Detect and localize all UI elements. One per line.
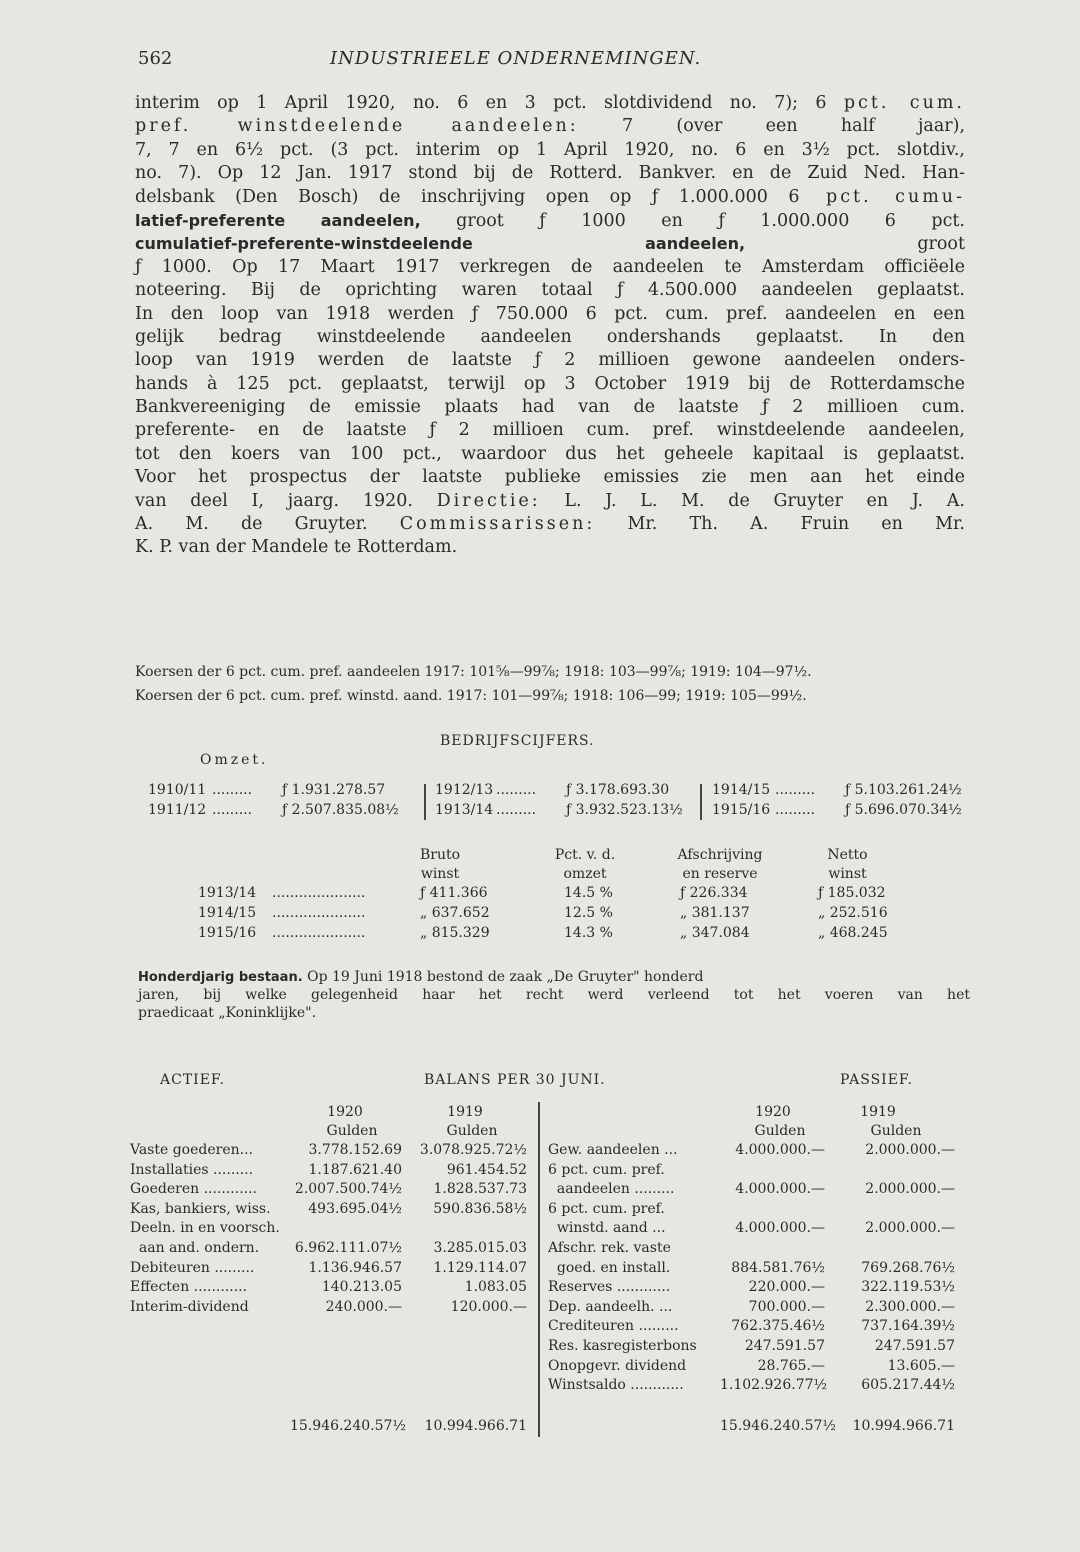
koersen-line-1: Koersen der 6 pct. cum. pref. aandeelen 1917: 101⅝—99⅞; 1918: 103—99⅞; 1919: 104—97½. <box>135 664 812 680</box>
paragraph-line <box>135 443 965 466</box>
passief-1919: 2.300.000.— <box>865 1298 955 1315</box>
omzet-dots: ......... <box>496 802 537 818</box>
passief-1920: 762.375.46½ <box>731 1318 825 1335</box>
passief-item: 6 pct. cum. pref. <box>548 1161 665 1178</box>
bruto-winst: ƒ 411.366 <box>420 885 488 901</box>
passief-item: Crediteuren ......... <box>548 1318 679 1335</box>
column-header-sub: en reserve <box>682 866 758 882</box>
actief-item: Vaste goederen... <box>130 1142 253 1158</box>
pct-omzet: 14.5 % <box>564 885 613 901</box>
passief-item: aandeelen ......... <box>548 1181 675 1198</box>
actief-1920: 2.007.500.74½ <box>294 1181 402 1198</box>
passief-1919: 2.000.000.— <box>865 1181 955 1198</box>
text-run: no. 7). Op 12 Jan. 1917 stond bij de Rotterd. Bankver. en de Zuid Ned. Han- <box>135 163 965 184</box>
actief-item: Installaties ......... <box>130 1161 254 1178</box>
passief-item: winstd. aand ... <box>548 1220 666 1237</box>
paragraph-line <box>135 209 965 232</box>
column-header: Netto <box>827 847 868 863</box>
paragraph-line <box>135 349 965 372</box>
paragraph-line <box>135 513 965 536</box>
passief-1920: 4.000.000.— <box>735 1142 825 1158</box>
passief-total-1919: 10.994.966.71 <box>852 1418 955 1434</box>
text-run: tot den koers van 100 pct., waardoor dus het geheele kapitaal is geplaatst. <box>135 443 965 464</box>
bruto-winst: „ 815.329 <box>420 925 490 941</box>
passief-1919: 13.605.— <box>887 1357 955 1374</box>
omzet-value: ƒ 3.178.693.30 <box>566 782 670 798</box>
actief-1919: 3.078.925.72½ <box>419 1142 527 1158</box>
row-dots: ..................... <box>272 925 366 941</box>
paragraph-line <box>135 303 965 326</box>
actief-label: ACTIEF. <box>160 1072 225 1088</box>
passief-item: Winstsaldo ............ <box>548 1377 684 1394</box>
omzet-dots: ......... <box>775 802 816 818</box>
actief-1919: 1.129.114.07 <box>433 1259 527 1276</box>
honderdjarig-line-2: jaren, bij welke gelegenheid haar het recht werd verleend tot het voeren van het <box>138 987 970 1003</box>
passief-1919: 247.591.57 <box>874 1338 955 1354</box>
passief-1920: 28.765.— <box>757 1357 825 1374</box>
paragraph-line <box>135 92 965 115</box>
passief-1919: 769.268.76½ <box>861 1259 955 1276</box>
actief-item: Interim-dividend <box>130 1298 249 1315</box>
text-run: A. M. de Gruyter. <box>135 514 400 535</box>
emphasis-run: latief-preferente aandeelen, <box>135 210 421 230</box>
actief-1920: 1.187.621.40 <box>308 1161 402 1178</box>
passief-1920: 220.000.— <box>748 1279 825 1296</box>
actief-item: Debiteuren ......... <box>130 1259 255 1276</box>
actief-item: Kas, bankiers, wiss. <box>130 1200 271 1217</box>
text-run: groot ƒ 1000 en ƒ 1.000.000 6 pct. <box>420 210 965 231</box>
text-run: delsbank (Den Bosch) de inschrijving open op ƒ 1.000.000 <box>135 186 789 207</box>
omzet-value: ƒ 5.696.070.34½ <box>845 802 962 818</box>
passief-1920: 247.591.57 <box>744 1338 825 1354</box>
passief-item: Onopgevr. dividend <box>548 1357 687 1374</box>
unit-header: Gulden <box>446 1123 498 1139</box>
actief-item: Goederen ............ <box>130 1181 257 1198</box>
pct-omzet: 14.3 % <box>564 925 613 941</box>
text-run: 7, 7 en 6½ pct. (3 pct. interim op 1 April 1920, no. 6 en 3½ pct. slotdiv., <box>135 139 965 160</box>
emphasis-run: Commissarissen: <box>399 514 596 535</box>
text-run: gelijk bedrag winstdeelende aandeelen ondershands geplaatst. In den <box>135 326 965 347</box>
year-header: 1919 <box>447 1104 483 1120</box>
unit-header: Gulden <box>870 1123 922 1139</box>
passief-item: goed. en install. <box>548 1259 671 1276</box>
column-header: Afschrijving <box>677 847 763 863</box>
passief-item: Res. kasregisterbons <box>548 1338 697 1354</box>
column-header: Pct. v. d. <box>554 847 616 863</box>
passief-item: Reserves ............ <box>548 1279 671 1296</box>
text-run: K. P. van der Mandele te Rotterdam. <box>135 537 458 558</box>
emphasis-run: cumulatief-preferente-winstdeelende aandeelen, <box>135 234 746 254</box>
paragraph-line <box>135 326 965 349</box>
omzet-dots: ......... <box>212 782 253 798</box>
omzet-dots: ......... <box>775 782 816 798</box>
text-run: preferente- en de laatste ƒ 2 millioen cum. pref. winstdeelende aandeelen, <box>135 420 965 441</box>
passief-1920: 4.000.000.— <box>735 1181 825 1198</box>
body-paragraph <box>135 92 965 560</box>
emphasis-run: pct. cum. <box>843 93 965 113</box>
text-run: van deel I, jaarg. 1920. <box>135 490 437 511</box>
row-dots: ..................... <box>272 905 366 921</box>
actief-1920: 140.213.05 <box>321 1279 402 1296</box>
actief-1919: 590.836.58½ <box>433 1200 527 1217</box>
row-year: 1914/15 <box>198 905 257 921</box>
koersen-line-2: Koersen der 6 pct. cum. pref. winstd. aand. 1917: 101—99⅞; 1918: 106—99; 1919: 105—99½. <box>135 688 807 704</box>
actief-total-1920: 15.946.240.57½ <box>290 1418 406 1434</box>
passief-item: Afschr. rek. vaste <box>548 1240 671 1256</box>
page-number: 562 <box>138 48 173 69</box>
emphasis-run: 6 pct. cumu- <box>788 186 965 207</box>
pct-omzet: 12.5 % <box>564 905 613 921</box>
passief-item: 6 pct. cum. pref. <box>548 1200 665 1217</box>
honderdjarig-text-1: Op 19 Juni 1918 bestond de zaak „De Gruyter" honderd <box>302 969 704 985</box>
text-run: loop van 1919 werden de laatste ƒ 2 millioen gewone aandeelen onders- <box>135 350 965 371</box>
column-header-sub: winst <box>828 866 867 882</box>
omzet-value: ƒ 3.932.523.13½ <box>566 802 683 818</box>
passief-1920: 884.581.76½ <box>731 1259 825 1276</box>
bruto-winst: „ 637.652 <box>420 905 490 921</box>
actief-1920: 6.962.111.07½ <box>294 1240 402 1256</box>
running-title: INDUSTRIEELE ONDERNEMINGEN. <box>330 48 702 69</box>
omzet-divider-1 <box>424 784 426 820</box>
text-run: In den loop van 1918 werden ƒ 750.000 6 pct. cum. pref. aandeelen en een <box>135 303 965 324</box>
paragraph-line <box>135 232 965 255</box>
actief-1919: 1.828.537.73 <box>433 1181 527 1198</box>
passief-item: Gew. aandeelen ... <box>548 1142 678 1158</box>
passief-1919: 2.000.000.— <box>865 1220 955 1237</box>
balans-divider <box>538 1102 540 1437</box>
actief-1920: 1.136.946.57 <box>308 1259 402 1276</box>
omzet-dots: ......... <box>496 782 537 798</box>
passief-total-1920: 15.946.240.57½ <box>720 1418 836 1434</box>
passief-1919: 2.000.000.— <box>865 1142 955 1158</box>
row-year: 1913/14 <box>198 885 257 901</box>
paragraph-line <box>135 466 965 489</box>
text-run: hands à 125 pct. geplaatst, terwijl op 3 October 1919 bij de Rotterdamsche <box>135 373 965 394</box>
actief-1919: 961.454.52 <box>446 1161 527 1178</box>
paragraph-line <box>135 162 965 185</box>
paragraph-line <box>135 115 965 138</box>
omzet-year: 1910/11 <box>148 782 207 798</box>
passief-label: PASSIEF. <box>840 1072 913 1088</box>
emphasis-run: Directie: <box>436 490 541 511</box>
passief-1919: 737.164.39½ <box>861 1318 955 1335</box>
text-run: Mr. Th. A. Fruin en Mr. <box>595 514 965 535</box>
honderdjarig-line-1 <box>138 969 703 985</box>
text-run: ƒ 1000. Op 17 Maart 1917 verkregen de aandeelen te Amsterdam officiëele <box>135 256 965 277</box>
actief-1920: 3.778.152.69 <box>308 1142 402 1158</box>
omzet-year: 1913/14 <box>435 802 494 818</box>
text-run: interim op 1 April 1920, no. 6 en 3 pct. slotdividend no. 7); 6 <box>135 93 844 113</box>
paragraph-line <box>135 419 965 442</box>
netto-winst: „ 468.245 <box>818 925 888 941</box>
omzet-year: 1912/13 <box>435 782 494 798</box>
omzet-year: 1911/12 <box>148 802 207 818</box>
paragraph-line <box>135 279 965 302</box>
paragraph-line <box>135 256 965 279</box>
afschrijving: ƒ 226.334 <box>680 885 748 901</box>
column-header: Bruto <box>419 847 461 863</box>
netto-winst: „ 252.516 <box>818 905 888 921</box>
honderdjarig-line-3: praedicaat „Koninklijke". <box>138 1005 317 1021</box>
paragraph-line <box>135 186 965 209</box>
text-run: noteering. Bij de oprichting waren totaal ƒ 4.500.000 aandeelen geplaatst. <box>135 280 965 301</box>
paragraph-line <box>135 396 965 419</box>
passief-1920: 700.000.— <box>748 1298 825 1315</box>
netto-winst: ƒ 185.032 <box>818 885 886 901</box>
actief-1920: 240.000.— <box>325 1298 402 1315</box>
year-header: 1920 <box>327 1104 363 1120</box>
bedrijfscijfers-title: BEDRIJFSCIJFERS. <box>440 733 595 749</box>
actief-item: aan and. ondern. <box>130 1240 260 1256</box>
paragraph-line <box>135 139 965 162</box>
passief-1920: 4.000.000.— <box>735 1220 825 1237</box>
omzet-label: Omzet. <box>200 752 269 768</box>
year-header: 1919 <box>860 1104 896 1120</box>
text-run: 7 (over een half jaar), <box>578 116 966 137</box>
omzet-dots: ......... <box>212 802 253 818</box>
emphasis-run: pref. winstdeelende aandeelen: <box>135 116 579 137</box>
text-run: L. J. L. M. de Gruyter en J. A. <box>540 490 965 511</box>
column-header-sub: omzet <box>563 866 607 882</box>
omzet-value: ƒ 2.507.835.08½ <box>282 802 399 818</box>
unit-header: Gulden <box>754 1123 806 1139</box>
actief-total-1919: 10.994.966.71 <box>424 1418 527 1434</box>
actief-1919: 3.285.015.03 <box>433 1240 527 1256</box>
row-year: 1915/16 <box>198 925 257 941</box>
honderdjarig-heading: Honderdjarig bestaan. <box>138 970 303 985</box>
afschrijving: „ 347.084 <box>680 925 750 941</box>
text-run: Voor het prospectus der laatste publieke emissies zie men aan het einde <box>135 467 965 488</box>
actief-1919: 1.083.05 <box>464 1279 527 1296</box>
column-header-sub: winst <box>420 866 460 882</box>
text-run: groot <box>745 234 965 255</box>
actief-1919: 120.000.— <box>450 1298 527 1315</box>
omzet-value: ƒ 1.931.278.57 <box>282 782 386 798</box>
paragraph-line <box>135 536 965 559</box>
passief-item: Dep. aandeelh. ... <box>548 1298 673 1315</box>
text-run: Bankvereeniging de emissie plaats had van de laatste ƒ 2 millioen cum. <box>135 397 965 418</box>
actief-1920: 493.695.04½ <box>308 1200 402 1217</box>
actief-item: Deeln. in en voorsch. <box>130 1220 280 1237</box>
omzet-divider-2 <box>700 784 702 820</box>
passief-1919: 322.119.53½ <box>861 1279 955 1296</box>
omzet-year: 1915/16 <box>712 802 771 818</box>
unit-header: Gulden <box>326 1123 378 1139</box>
omzet-year: 1914/15 <box>712 782 771 798</box>
balans-title: BALANS PER 30 JUNI. <box>424 1072 606 1088</box>
paragraph-line <box>135 373 965 396</box>
row-dots: ..................... <box>272 885 366 901</box>
afschrijving: „ 381.137 <box>680 905 750 921</box>
omzet-value: ƒ 5.103.261.24½ <box>845 782 962 798</box>
actief-item: Effecten ............ <box>130 1279 248 1296</box>
paragraph-line <box>135 490 965 513</box>
year-header: 1920 <box>755 1104 791 1120</box>
passief-1919: 605.217.44½ <box>861 1377 955 1394</box>
passief-1920: 1.102.926.77½ <box>720 1377 828 1394</box>
